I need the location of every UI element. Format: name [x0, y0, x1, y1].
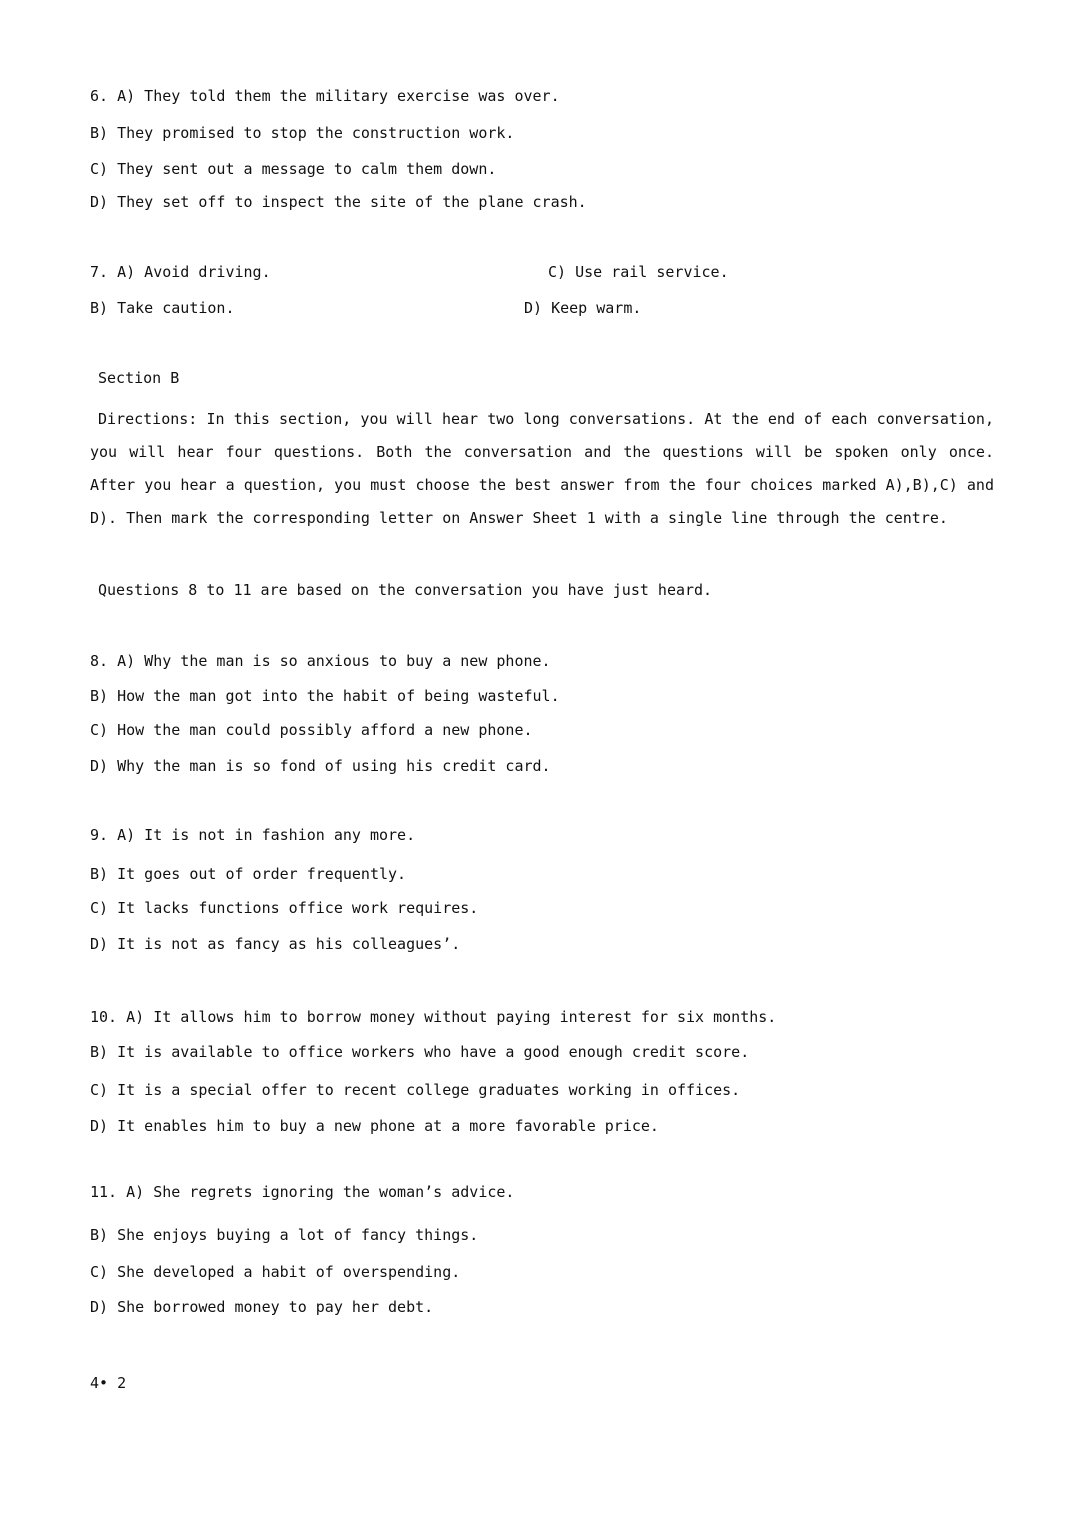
q11-option-c: C) She developed a habit of overspending. — [90, 1263, 461, 1281]
q6-option-b: B) They promised to stop the construction work. — [90, 124, 515, 142]
q7-option-c: C) Use rail service. — [548, 263, 729, 281]
q10-option-b: B) It is available to office workers who have a good enough credit score. — [90, 1043, 750, 1061]
q10-option-c: C) It is a special offer to recent college graduates working in offices. — [90, 1081, 741, 1099]
questions-intro: Questions 8 to 11 are based on the conversation you have just heard. — [98, 581, 713, 599]
q11-option-a: 11. A) She regrets ignoring the woman’s advice. — [90, 1183, 515, 1201]
q8-option-c: C) How the man could possibly afford a new phone. — [90, 721, 533, 739]
q6-option-a: 6. A) They told them the military exercise was over. — [90, 87, 560, 105]
q10-option-a: 10. A) It allows him to borrow money without paying interest for six months. — [90, 1008, 777, 1026]
q9-option-a: 9. A) It is not in fashion any more. — [90, 826, 416, 844]
q7-option-b: B) Take caution. — [90, 299, 235, 317]
q11-option-d: D) She borrowed money to pay her debt. — [90, 1298, 434, 1316]
q9-option-b: B) It goes out of order frequently. — [90, 865, 407, 883]
q11-option-b: B) She enjoys buying a lot of fancy things. — [90, 1226, 479, 1244]
q8-option-a: 8. A) Why the man is so anxious to buy a new phone. — [90, 652, 551, 670]
q7-option-a: 7. A) Avoid driving. — [90, 263, 271, 281]
q9-option-c: C) It lacks functions office work requires. — [90, 899, 479, 917]
q8-option-b: B) How the man got into the habit of being wasteful. — [90, 687, 560, 705]
directions-text: Directions: In this section, you will hear two long conversations. At the end of each conversation, you will hear four questions. Both the conversation and the questions will be spoken only once. After you hear a question, you must choose the best answer from the four choices marked A),B),C) and D). Then mark the corresponding letter on Answer Sheet 1 with a single line through the centre. — [90, 410, 994, 527]
section-title: Section B — [98, 369, 180, 387]
q10-option-d: D) It enables him to buy a new phone at a more favorable price. — [90, 1117, 659, 1135]
q6-option-c: C) They sent out a message to calm them down. — [90, 160, 497, 178]
q8-option-d: D) Why the man is so fond of using his credit card. — [90, 757, 551, 775]
q9-option-d: D) It is not as fancy as his colleagues’. — [90, 935, 461, 953]
page-number: 4• 2 — [90, 1374, 127, 1392]
q7-option-d: D) Keep warm. — [524, 299, 642, 317]
q6-option-d: D) They set off to inspect the site of the plane crash. — [90, 193, 587, 211]
section-directions — [90, 403, 994, 535]
